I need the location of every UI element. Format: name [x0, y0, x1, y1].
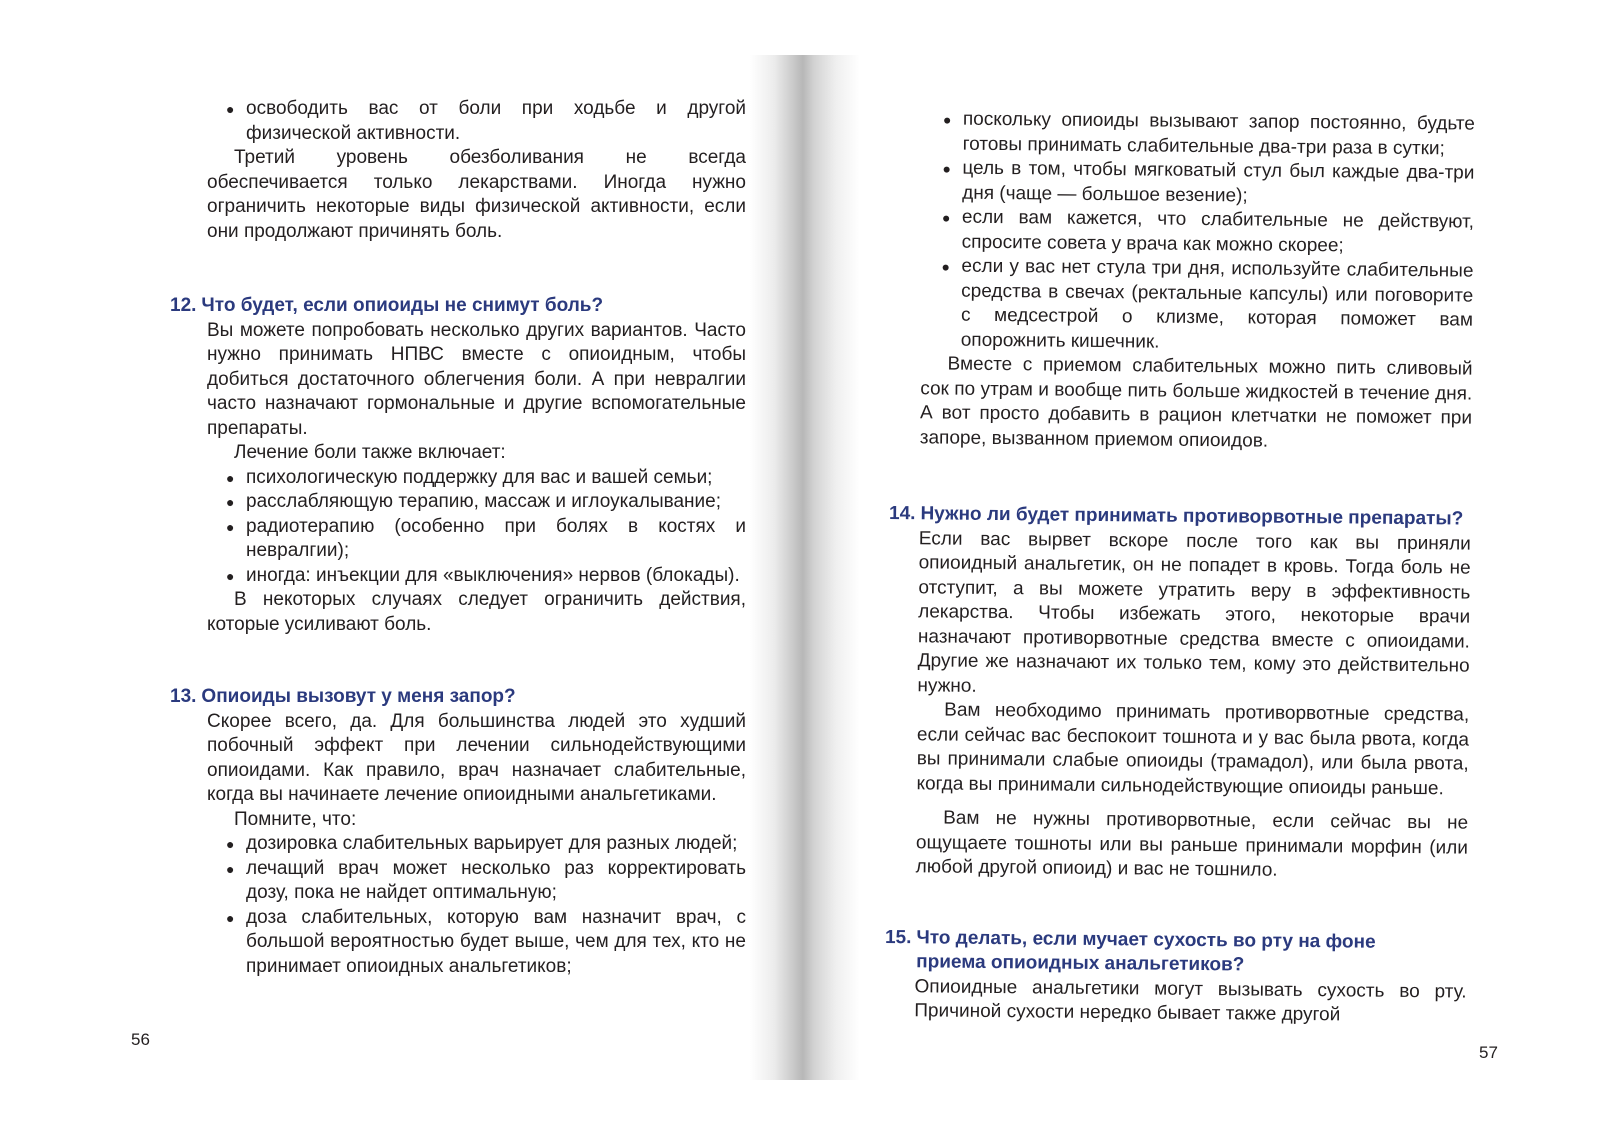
- answer-paragraph: Опиоидные анальгетики могут вызывать сухость во рту. Причиной сухости нередко бывает также другой: [914, 975, 1467, 1026]
- question-13-heading: [170, 685, 746, 710]
- question-title: Что будет, если опиоиды не снимут боль?: [201, 295, 604, 316]
- right-page: [884, 107, 1475, 1029]
- list-item: ● освободить вас от боли при ходьбе и другой физической активности.: [226, 97, 746, 146]
- list-item: ● цель в том, чтобы мягковатый стул был каждые два-три дня (чаще — большое везение);: [942, 156, 1474, 210]
- answer-paragraph: Вы можете попробовать несколько других вариантов. Часто нужно принимать НПВС вместе с опиоидным, чтобы добиться достаточного облегчения боли. А при невралгии часто назначают гормональные и другие вспомогательные препараты.: [207, 319, 746, 439]
- list-item: ● иногда: инъекции для «выключения» нервов (блокады).: [226, 564, 746, 589]
- question-number: 15.: [884, 926, 912, 948]
- list-item: ● психологическую поддержку для вас и вашей семьи;: [226, 466, 746, 491]
- intro-bullet-list: [226, 97, 746, 146]
- list-item: ● радиотерапию (особенно при болях в костях и невралгии);: [226, 515, 746, 564]
- bullet-list: [941, 107, 1475, 357]
- list-item: ● дозировка слабительных варьирует для разных людей;: [226, 832, 746, 857]
- intro-paragraph: Третий уровень обезболивания не всегда обеспечивается только лекарствами. Иногда нужно ограничить некоторые виды физической активности, если они продолжают причинять боль.: [207, 147, 746, 242]
- question-12-heading: [170, 294, 746, 319]
- book-gutter: [750, 55, 860, 1080]
- page-number-right: 57: [1479, 1043, 1498, 1062]
- left-page: [170, 97, 746, 979]
- answer-paragraph: Если вас вырвет вскоре после того как вы приняли опиоидный анальгетик, он не попадет в кровь. Тогда боль не отступит, а вы можете утратить веру в эффективность лекарства. Чтобы избежать этого, некоторые врачи назначают противорвотные средства вместе с опиоидами. Другие же назначают их только тем, кому это действительно нужно.: [917, 527, 1471, 697]
- list-item: ● расслабляющую терапию, массаж и иглоукалывание;: [226, 490, 746, 515]
- list-item: ● если вам кажется, что слабительные не действуют, спросите совета у врача как можно скорее;: [942, 205, 1474, 259]
- answer-paragraph: В некоторых случаях следует ограничить действия, которые усиливают боль.: [207, 589, 746, 635]
- answer-paragraph: Вам необходимо принимать противорвотные средства, если сейчас вас беспокоит тошнота и у вас была рвота, когда вы принимали слабые опиоиды (трамадол), или была рвота, когда вы принимали сильнодействующие опиоиды раньше.: [916, 699, 1470, 799]
- question-number: 12.: [170, 295, 197, 316]
- question-number: 14.: [888, 502, 916, 525]
- question-title: Опиоиды вызовут у меня запор?: [201, 686, 516, 707]
- answer-paragraph: Лечение боли также включает:: [234, 442, 506, 463]
- question-title: Нужно ли будет принимать противорвотные препараты?: [920, 503, 1464, 530]
- answer-paragraph: Вам не нужны противорвотные, если сейчас вы не ощущаете тошноты или вы раньше принимали морфин (или любой другой опиоид) и вас не тошнило.: [915, 807, 1469, 881]
- list-item: ● если у вас нет стула три дня, используйте слабительные средства в свечах (ректальные капсулы) или поговорите с медсестрой о клизме, которая поможет вам опорожнить кишечник.: [941, 254, 1474, 357]
- bullet-list: [226, 832, 746, 979]
- list-item: ● поскольку опиоиды вызывают запор постоянно, будьте готовы принимать слабительные два-три раза в сутки;: [943, 107, 1475, 161]
- list-item: ● лечащий врач может несколько раз корректировать дозу, пока не найдет оптимальную;: [226, 857, 746, 906]
- question-title: Что делать, если мучает сухость во рту на фоне приема опиоидных анальгетиков?: [916, 926, 1376, 976]
- bullet-list: [226, 466, 746, 589]
- question-15-heading: [885, 925, 1467, 980]
- page-number-left: 56: [131, 1030, 150, 1049]
- list-item: ● доза слабительных, которую вам назначит врач, с большой вероятностью будет выше, чем для тех, кто не принимает опиоидных анальгетиков;: [226, 906, 746, 980]
- answer-paragraph: Помните, что:: [234, 808, 357, 830]
- paragraph: Вместе с приемом слабительных можно пить сливовый сок по утрам и вообще пить больше жидкостей в течение дня. А вот просто добавить в рацион клетчатки не поможет при запоре, вызванном приемом опиоидов.: [919, 353, 1473, 452]
- question-number: 13.: [170, 686, 197, 707]
- answer-paragraph: Скорее всего, да. Для большинства людей это худший побочный эффект при лечении сильнодействующими опиоидами. Как правило, врач назначает слабительные, когда вы начинаете лечение опиоидными анальгетиками.: [207, 710, 746, 805]
